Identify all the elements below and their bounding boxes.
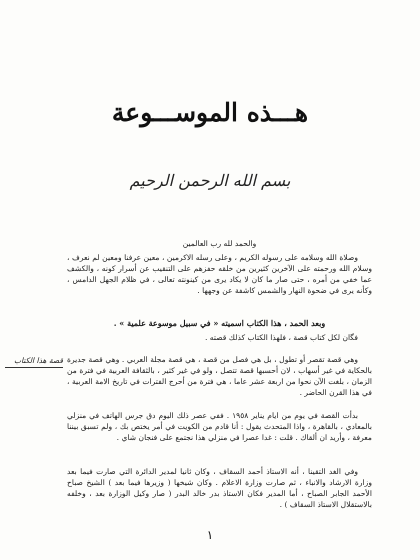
paragraph: وصلاة الله وسلامه على رسوله الكريم ، وعلى رسله الاكرمين ، معين عرفنا ومعين لم نعرف ، وسلام الله ورحمته على الآخرين كثيرين من خلقه حفزهم على التنقيب عن أسرار كونه ، والكشف عما خفي من أمره ، حتى صار ما كان لا يكاد يرى من كينونته تعالى ، في ظلام الجهل الدامس ، وكأنه يرى في ضحوة النهار والشمس كاشفة عن وجهها . [67,253,372,295]
paragraph: وفي الغد التقينا ، أنه الاستاذ أحمد السقاف ، وكان ثانيا لمدير الدائرة التي صارت فيما بعد وزارة الارشاد والانباء ، ثم صارت وزارة الاعلام . وكان شيخها ( وزيرها فيما بعد ) الشيخ صباح الأحمد الجابر الصباح ، أما المدير فكان الاستاذ بدر خالد البدر ( صار وكيل الوزارة بعد ، وخلفه بالاستقلال الاستاذ السقاف ) . [67,467,372,509]
paragraph: ﻓﮕان لكل كتاب قصة ، فلهذا الكتاب كذلك قصته . [204,333,358,342]
praise-line: والحمد لله رب العالمين [182,239,257,248]
page-title: هـــذه الموســـوعة [111,98,309,127]
page-number: ١ [206,528,214,542]
story-line [67,332,372,343]
book-title-line: وبعد الحمد ، هذا الكتاب اسميته « في سبيل موسوعة علمية » . [113,318,326,328]
beginning-paragraph [67,410,372,443]
margin-note-underline [5,367,63,368]
margin-note: قصة هذا الكتاب [14,356,63,365]
basmala-calligraphy: بسم الله الرحمن الرحيم [129,171,291,190]
intro-paragraph [67,252,372,296]
meeting-paragraph [67,466,372,510]
paragraph: بدأت القصة في يوم من ايام يناير ١٩٥٨ . ففي عصر ذلك اليوم دق جرس الهاتف في منزلي بالمعادي ، بالقاهرة ، واذا المتحدث يقول : أنا قادم من الكويت في أمر يختص بك ، ولم تسبق بيننا معرفة ، وأريد ان ألقاك . قلت : غدا عصرا في منزلي هذا نجتمع على فنجان شاي . [67,411,372,442]
story-paragraph [67,354,372,398]
paragraph: وهي قصة تقصر أو تطول ، بل هي فصل من قصة ، هي قصة مجلة العربي . وهي قصة جديرة بالحكاية في غير أسهاب ، لان أحسبها قصة تتصل ، ولو في غير كثير ، بالثقافة العربية في فترة من الزمان ، بلغت الآن نحوا من اربعة عشر عاما ، هي فترة من أحرج الفترات في تاريخ الامة العربية ، في هذا القرن الحاضر . [67,355,372,397]
